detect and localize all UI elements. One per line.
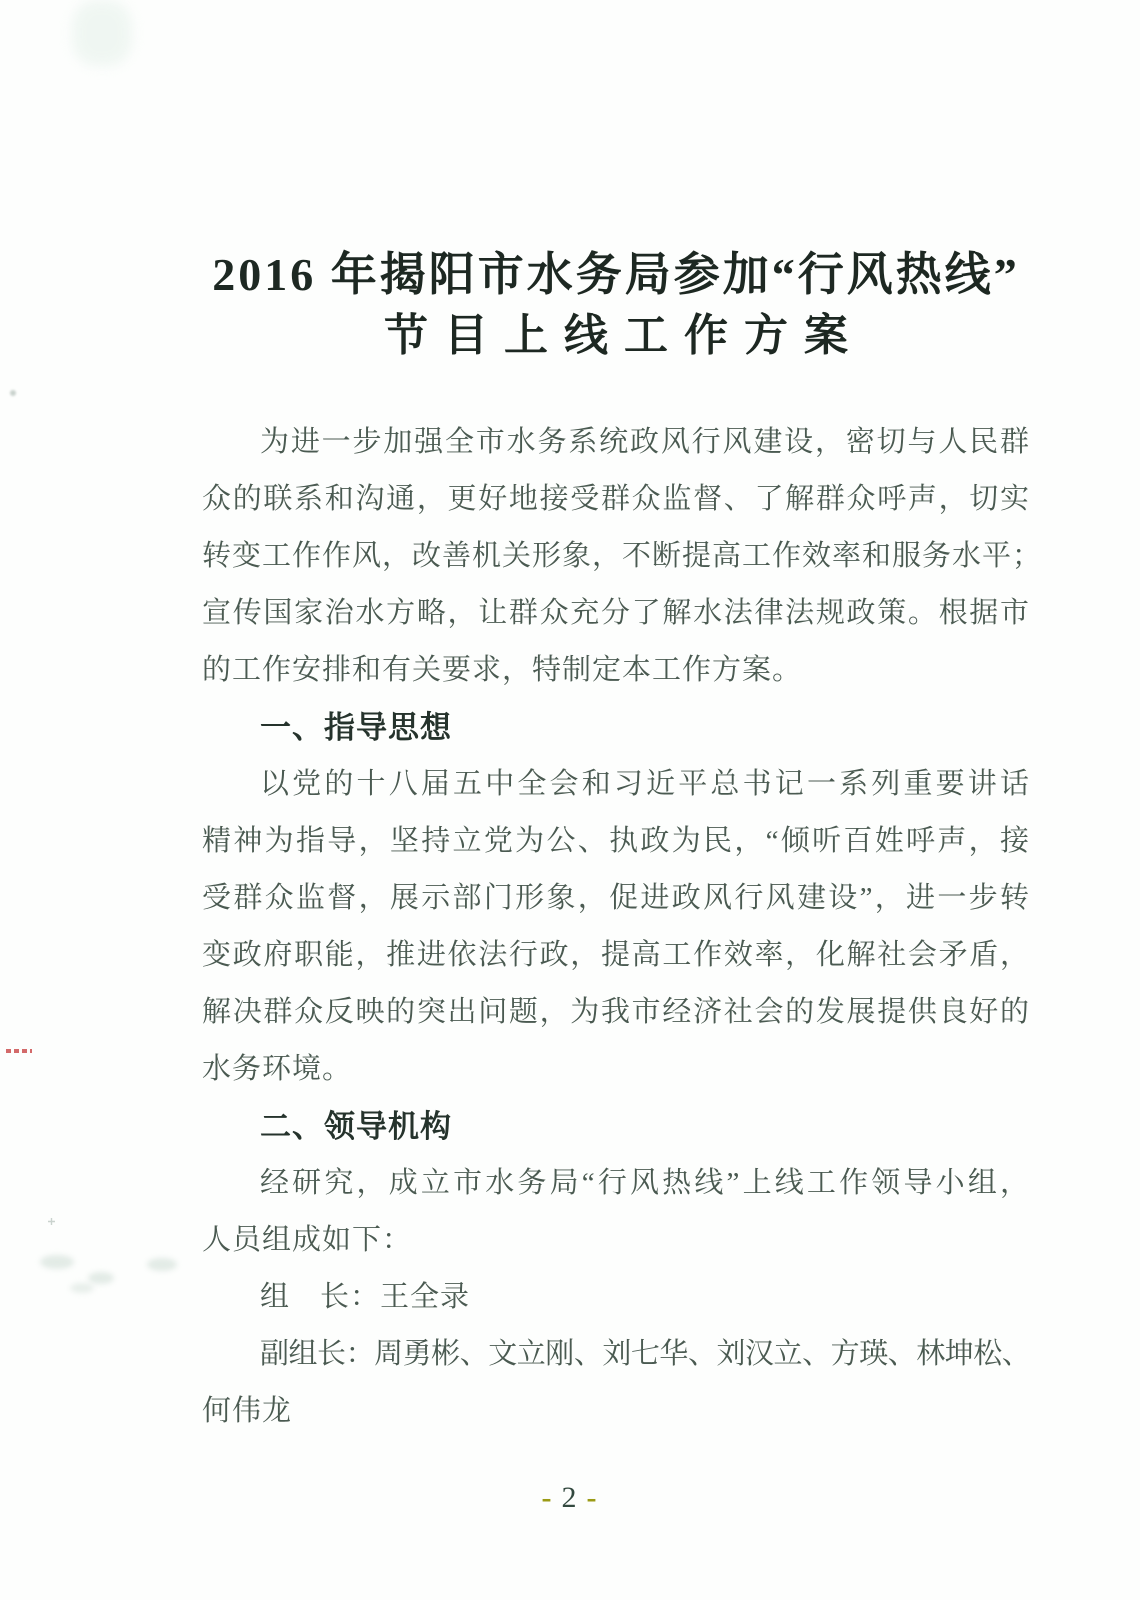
section1-line-6: 水务环境。 [202, 1053, 353, 1085]
scan-artifact-cross-speck [48, 1218, 55, 1225]
footer-dash-left: - [541, 1481, 554, 1514]
title-line-1: 2016 年揭阳市水务局参加“行风热线” [212, 249, 1020, 300]
scan-artifact-topleft-smudge [72, 0, 132, 66]
section2-line-1: 经研究，成立市水务局“行风热线”上线工作领导小组， [260, 1167, 1030, 1199]
document-body [202, 414, 1043, 1440]
leader-name-line: 组 长：王全录 [260, 1281, 471, 1313]
scan-artifact-margin-dot [10, 390, 16, 396]
footer-dash-right: - [586, 1481, 599, 1514]
deputy-names-line-2: 何伟龙 [202, 1395, 293, 1427]
section1-line-5: 解决群众反映的突出问题，为我市经济社会的发展提供良好的 [202, 996, 1030, 1028]
intro-line-1: 为进一步加强全市水务系统政风行风建设，密切与人民群 [260, 426, 1030, 458]
section1-line-4: 变政府职能，推进依法行政，提高工作效率，化解社会矛盾， [202, 939, 1030, 971]
page-footer [0, 1478, 1140, 1518]
page-number: 2 [561, 1481, 579, 1514]
intro-line-4: 宣传国家治水方略，让群众充分了解水法律法规政策。根据市 [202, 597, 1030, 629]
section1-line-2: 精神为指导，坚持立党为公、执政为民，“倾听百姓呼声，接 [202, 825, 1030, 857]
intro-line-3: 转变工作作风，改善机关形象，不断提高工作效率和服务水平； [202, 540, 1043, 572]
document-title [202, 243, 1030, 365]
scan-artifact-green-smudge [40, 1255, 74, 1269]
intro-line-2: 众的联系和沟通，更好地接受群众监督、了解群众呼声，切实 [202, 483, 1030, 515]
scan-artifact-green-smudge [88, 1272, 114, 1284]
section1-line-3: 受群众监督，展示部门形象，促进政风行风建设”，进一步转 [202, 882, 1030, 914]
section2-heading: 二、领导机构 [260, 1109, 452, 1144]
intro-line-5: 的工作安排和有关要求，特制定本工作方案。 [202, 654, 803, 686]
title-line-2: 节目上线工作方案 [384, 311, 864, 360]
section2-line-2: 人员组成如下： [202, 1224, 413, 1256]
scan-artifact-green-smudge [70, 1283, 94, 1293]
deputy-names-line-1: 副组长：周勇彬、文立刚、刘七华、刘汉立、方瑛、林坤松、 [260, 1338, 1030, 1370]
scan-artifact-green-smudge [147, 1258, 177, 1271]
section1-line-1: 以党的十八届五中全会和习近平总书记一系列重要讲话 [260, 768, 1030, 800]
scan-artifact-red-dashes [6, 1049, 32, 1053]
section1-heading: 一、指导思想 [260, 710, 452, 745]
